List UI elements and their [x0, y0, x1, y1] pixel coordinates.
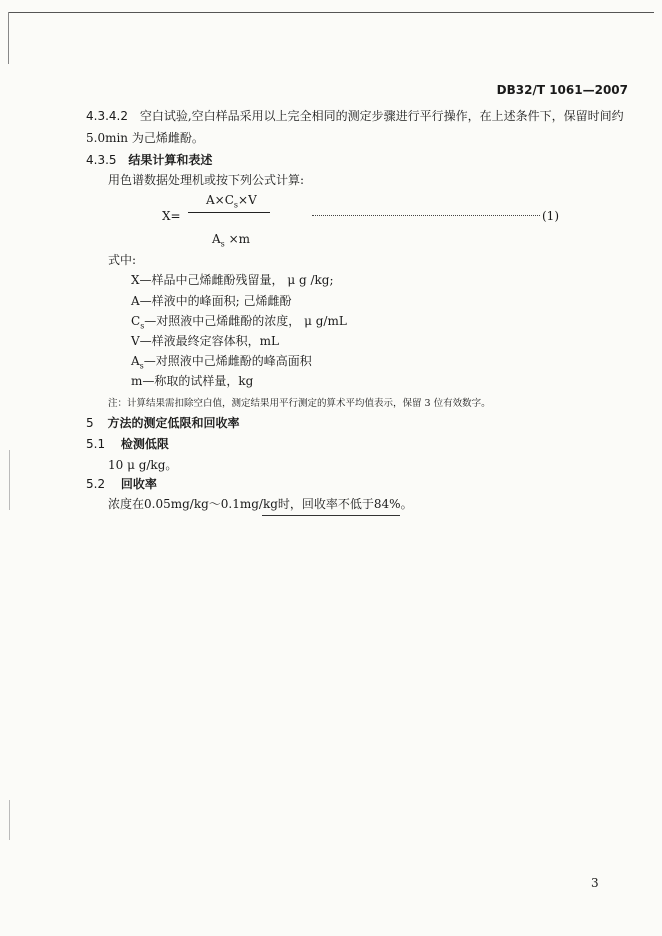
section-52-heading	[86, 474, 157, 494]
where-item: X—样品中己烯雌酚残留量， μ g /kg;	[131, 273, 334, 287]
section-title: 结果计算和表述	[128, 153, 213, 167]
where-item: m—称取的试样量，kg	[131, 374, 254, 388]
where-item: $C_s—$对照液中己烯雌酚的浓度， μ g/mL	[131, 314, 347, 331]
formula-numerator: $A\times C_s\times V$	[206, 193, 257, 210]
left-border-rule	[8, 12, 9, 64]
formula-lhs: X=	[162, 209, 181, 223]
section-number: 4.3.5	[86, 153, 117, 167]
fraction-bar	[188, 212, 270, 213]
dot-leader	[312, 215, 540, 216]
section-4342-line2: 5.0min 为己烯雌酚。	[86, 131, 204, 145]
where-item: A—样液中的峰面积; 己烯雌酚	[131, 294, 292, 308]
section-4342-line1	[86, 106, 624, 126]
where-heading: 式中:	[108, 253, 137, 267]
formula-number: (1)	[542, 209, 559, 223]
scan-edge-mark	[9, 450, 10, 510]
section-number: 5.1	[86, 437, 106, 451]
section-5-heading	[86, 413, 239, 433]
section-52-body: 浓度在0.05mg/kg～0.1mg/kg时，回收率不低于84%。	[108, 497, 413, 511]
section-number: 5	[86, 416, 94, 430]
formula-denominator: $A_s \times m$	[212, 232, 251, 249]
top-border-rule	[8, 12, 654, 13]
standard-code: DB32/T 1061—2007	[496, 83, 628, 97]
formula-intro: 用色谱数据处理机或按下列公式计算:	[108, 173, 305, 187]
where-item: V—样液最终定容体积，mL	[131, 334, 280, 348]
section-435-heading	[86, 150, 212, 170]
section-title: 方法的测定低限和回收率	[107, 416, 240, 430]
page-number: 3	[591, 876, 599, 890]
section-51-heading	[86, 434, 169, 454]
section-51-body: 10 μ g/kg。	[108, 458, 178, 472]
scan-edge-mark	[9, 800, 10, 840]
where-item: $A_s—$对照液中己烯雌酚的峰高面积	[131, 354, 312, 371]
section-text: 空白试验,空白样品采用以上完全相同的测定步骤进行平行操作，在上述条件下，保留时间约	[139, 109, 624, 123]
section-number: 5.2	[86, 477, 106, 491]
calculation-note: 注：计算结果需扣除空白值，测定结果用平行测定的算术平均值表示，保留 3 位有效数字。	[108, 398, 491, 409]
section-title: 检测低限	[120, 437, 169, 451]
section-title: 回收率	[120, 477, 157, 491]
end-of-text-rule	[262, 515, 400, 516]
section-number: 4.3.4.2	[86, 109, 128, 123]
